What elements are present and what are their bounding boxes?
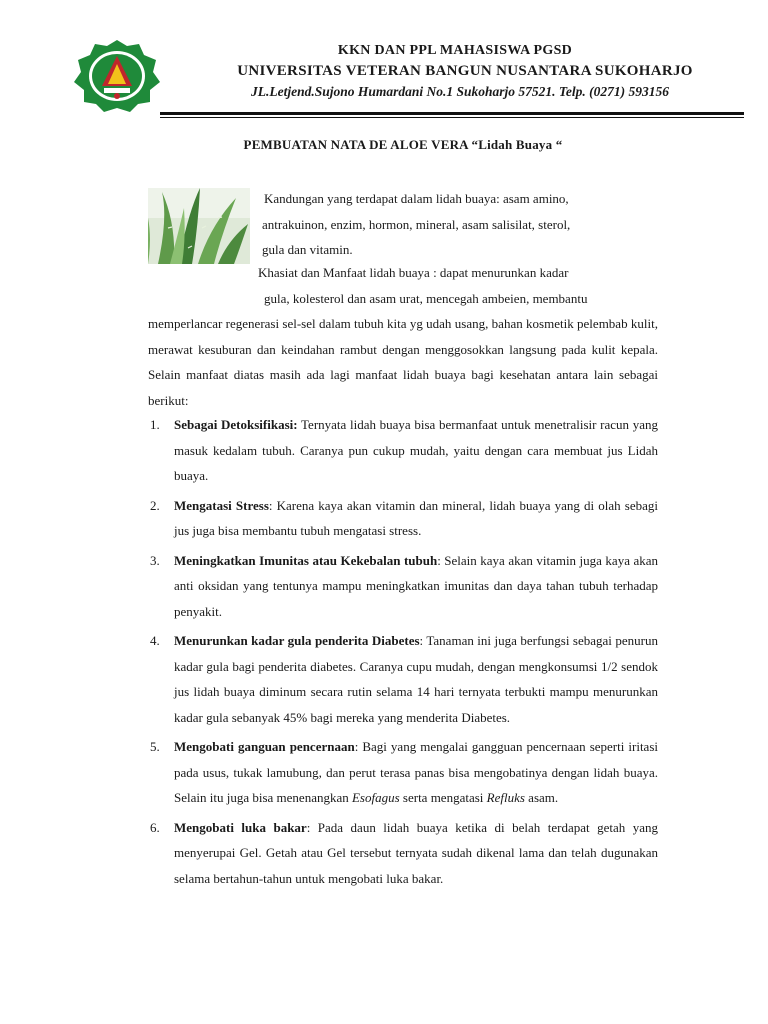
list-number: 6. — [150, 819, 160, 835]
list-item — [148, 412, 658, 489]
benefit-text: : Karena kaya akan vitamin dan mineral, lidah buaya yang di olah sebagi jus juga bisa membantu tubuh mengatasi stress. — [174, 497, 658, 538]
letterhead-program: KKN DAN PPL MAHASISWA PGSD — [337, 43, 573, 58]
list-number: 5. — [150, 739, 160, 754]
intro-line: gula dan vitamin. — [262, 242, 353, 257]
benefit-title: Meningkatkan Imunitas atau Kekebalan tubuh — [174, 552, 438, 568]
list-number: 4. — [150, 633, 160, 648]
benefit-term-refluks: Refluks — [486, 790, 525, 805]
aloe-vera-photo — [148, 188, 250, 264]
benefit-title: Mengobati ganguan pencernaan — [174, 739, 355, 754]
list-number: 3. — [150, 552, 160, 568]
letterhead — [140, 42, 700, 102]
list-item — [148, 815, 658, 892]
benefit-text: : Pada daun lidah buaya ketika di belah terdapat getah yang menyerupai Gel. Getah atau Gel tersebut ternyata sudah dikenal lama dan telah dugunakan selama bertahun-tahun untuk mengobati luka bakar. — [174, 819, 658, 886]
intro-line: Kandungan yang terdapat dalam lidah buaya: asam amino, — [264, 191, 569, 206]
intro-text: memperlancar regenerasi sel-sel dalam tubuh kita yg udah usang, bahan kosmetik pelembab kulit, merawat kesuburan dan keindahan rambut dengan menggosokkan langsung pada kulit kepala. Selain manfaat diatas masih ada lagi manfaat lidah buaya bagi kesehatan antara lain sebagai berikut: — [148, 316, 658, 408]
list-item — [148, 548, 658, 625]
list-number: 1. — [150, 417, 160, 432]
benefit-text: : Tanaman ini juga berfungsi sebagai penurun kadar gula bagi penderita diabetes. Caranya cupu mudah, dengan mengkonsumsi 1/2 sendok jus lidah buaya diminum secara rutin selama 14 hari ternyata terbukti mampu menurunkan kadar gula sebanyak 45% bagi mereka yang menderita Diabetes. — [174, 633, 658, 725]
list-item — [148, 628, 658, 730]
benefit-title: Menurunkan kadar gula penderita Diabetes — [174, 633, 420, 648]
intro-line: antrakuinon, enzim, hormon, mineral, asam salisilat, sterol, — [262, 216, 571, 232]
benefits-list — [148, 412, 658, 895]
benefit-text: : Bagi yang mengalai gangguan pencernaan seperti iritasi pada usus, tukak lamubung, dan perut terasa panas bisa mengobatinya dengan lidah buaya. Selain itu juga bisa menenangkan — [174, 739, 658, 805]
benefit-title: Sebagai Detoksifikasi: — [174, 417, 298, 432]
letterhead-university: UNIVERSITAS VETERAN BANGUN NUSANTARA SUKOHARJO — [237, 63, 693, 79]
benefit-title: Mengatasi Stress — [174, 497, 269, 513]
intro-line: Khasiat dan Manfaat lidah buaya : dapat menurunkan kadar — [258, 265, 569, 280]
list-item — [148, 734, 658, 811]
benefit-text: : Selain kaya akan vitamin juga kaya akan anti oksidan yang tentunya mampu meningkatkan imunitas dan daya tahan tubuh terhadap penyakit. — [174, 552, 658, 619]
list-number: 2. — [150, 497, 160, 513]
letterhead-rule-thick — [160, 112, 744, 115]
letterhead-address: JL.Letjend.Sujono Humardani No.1 Sukoharjo 57521. Telp. (0271) 593156 — [250, 84, 670, 99]
intro-paragraph-benefits — [148, 260, 658, 413]
intro-line: gula, kolesterol dan asam urat, mencegah ambeien, membantu — [264, 290, 588, 306]
benefit-title: Mengobati luka bakar — [174, 819, 307, 835]
benefit-text: serta mengatasi — [399, 790, 487, 805]
list-item — [148, 493, 658, 544]
document-title: PEMBUATAN NATA DE ALOE VERA “Lidah Buaya “ — [243, 137, 563, 152]
intro-paragraph-contents — [262, 186, 658, 263]
benefit-text: asam. — [524, 790, 559, 805]
benefit-term-esofagus: Esofagus — [351, 790, 400, 805]
benefit-text: Ternyata lidah buaya bisa bermanfaat untuk menetralisir racun yang masuk kedalam tubuh. Caranya pun cukup mudah, yaitu dengan cara membuat jus Lidah buaya. — [174, 417, 658, 483]
letterhead-rule-thin — [160, 117, 744, 118]
